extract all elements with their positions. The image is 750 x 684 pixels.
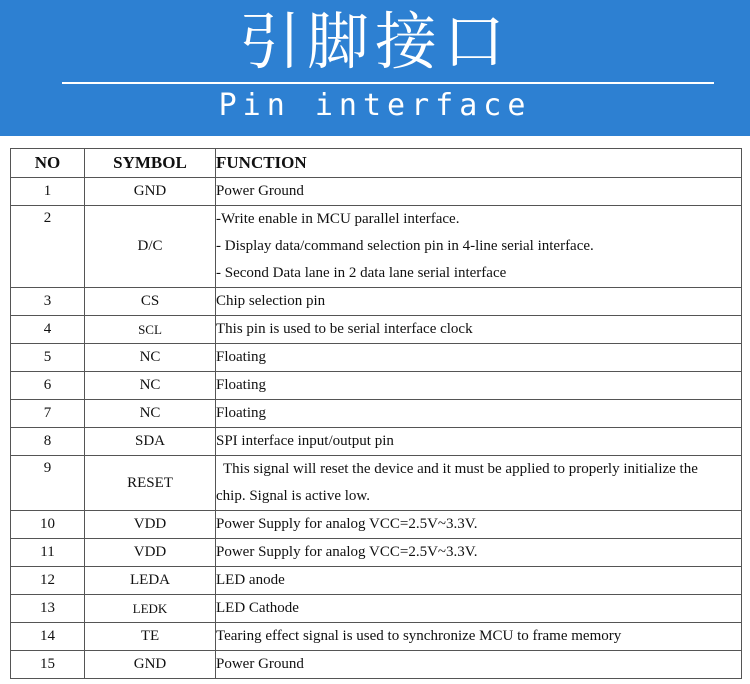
function-line: This signal will reset the device and it must be applied to properly initialize the bbox=[223, 461, 698, 477]
function-line: - Display data/command selection pin in 4-line serial interface. bbox=[216, 238, 594, 254]
table-row bbox=[11, 567, 742, 595]
pin-number: 9 bbox=[11, 456, 85, 511]
function-line: chip. Signal is active low. bbox=[216, 488, 370, 504]
header-banner bbox=[0, 0, 750, 136]
pin-number: 6 bbox=[11, 372, 85, 400]
page-title: 引脚接口 bbox=[238, 5, 511, 78]
pin-number: 7 bbox=[11, 400, 85, 428]
pin-function bbox=[216, 400, 742, 428]
pin-number: 13 bbox=[11, 595, 85, 623]
pin-symbol: D/C bbox=[85, 206, 216, 288]
pin-function bbox=[216, 206, 742, 288]
pin-symbol: SCL bbox=[85, 316, 216, 344]
function-line: SPI interface input/output pin bbox=[216, 433, 394, 449]
function-line: Tearing effect signal is used to synchronize MCU to frame memory bbox=[216, 628, 622, 644]
column-header-function: FUNCTION bbox=[216, 149, 742, 178]
column-header-symbol: SYMBOL bbox=[85, 149, 216, 178]
pin-symbol: RESET bbox=[85, 456, 216, 511]
table-row bbox=[11, 344, 742, 372]
table-row bbox=[11, 456, 742, 511]
pin-number: 1 bbox=[11, 178, 85, 206]
function-line: Chip selection pin bbox=[216, 293, 326, 309]
table-row bbox=[11, 178, 742, 206]
function-line: - Second Data lane in 2 data lane serial interface bbox=[216, 265, 507, 281]
function-line: -Write enable in MCU parallel interface. bbox=[216, 211, 460, 227]
table-row bbox=[11, 539, 742, 567]
pin-symbol: SDA bbox=[85, 428, 216, 456]
pin-function bbox=[216, 595, 742, 623]
pin-function bbox=[216, 344, 742, 372]
pin-symbol: LEDK bbox=[85, 595, 216, 623]
pin-table bbox=[10, 148, 742, 679]
pin-symbol: NC bbox=[85, 372, 216, 400]
function-line: Power Ground bbox=[216, 183, 304, 199]
function-line: Floating bbox=[216, 349, 267, 365]
pin-symbol: NC bbox=[85, 344, 216, 372]
function-line: Power Supply for analog VCC=2.5V~3.3V. bbox=[216, 516, 478, 532]
pin-number: 14 bbox=[11, 623, 85, 651]
pin-symbol: CS bbox=[85, 288, 216, 316]
title-divider bbox=[62, 82, 714, 84]
function-line: Power Ground bbox=[216, 656, 304, 672]
function-line: Power Supply for analog VCC=2.5V~3.3V. bbox=[216, 544, 478, 560]
pin-number: 10 bbox=[11, 511, 85, 539]
table-row bbox=[11, 372, 742, 400]
pin-number: 5 bbox=[11, 344, 85, 372]
table-row bbox=[11, 400, 742, 428]
function-line: Floating bbox=[216, 405, 267, 421]
column-header-no: NO bbox=[11, 149, 85, 178]
pin-number: 12 bbox=[11, 567, 85, 595]
table-row bbox=[11, 428, 742, 456]
table-row bbox=[11, 623, 742, 651]
pin-function bbox=[216, 372, 742, 400]
pin-function bbox=[216, 511, 742, 539]
table-row bbox=[11, 651, 742, 679]
pin-number: 11 bbox=[11, 539, 85, 567]
pin-symbol: NC bbox=[85, 400, 216, 428]
pin-number: 4 bbox=[11, 316, 85, 344]
table-row bbox=[11, 288, 742, 316]
function-line: LED Cathode bbox=[216, 600, 299, 616]
pin-number: 8 bbox=[11, 428, 85, 456]
pin-number: 3 bbox=[11, 288, 85, 316]
pin-function bbox=[216, 567, 742, 595]
pin-symbol: VDD bbox=[85, 539, 216, 567]
pin-function bbox=[216, 178, 742, 206]
function-line: Floating bbox=[216, 377, 267, 393]
pin-symbol: GND bbox=[85, 651, 216, 679]
pin-function bbox=[216, 651, 742, 679]
pin-function bbox=[216, 428, 742, 456]
table-header-row bbox=[11, 149, 742, 178]
table-row bbox=[11, 316, 742, 344]
function-line: This pin is used to be serial interface clock bbox=[216, 321, 473, 337]
pin-number: 15 bbox=[11, 651, 85, 679]
table-row bbox=[11, 511, 742, 539]
pin-function bbox=[216, 456, 742, 511]
pin-function bbox=[216, 623, 742, 651]
pin-symbol: TE bbox=[85, 623, 216, 651]
pin-number: 2 bbox=[11, 206, 85, 288]
table-row bbox=[11, 206, 742, 288]
pin-symbol: GND bbox=[85, 178, 216, 206]
pin-symbol: VDD bbox=[85, 511, 216, 539]
function-line: LED anode bbox=[216, 572, 285, 588]
page-subtitle: Pin interface bbox=[218, 88, 532, 123]
pin-function bbox=[216, 539, 742, 567]
pin-function bbox=[216, 316, 742, 344]
table-row bbox=[11, 595, 742, 623]
pin-function bbox=[216, 288, 742, 316]
pin-symbol: LEDA bbox=[85, 567, 216, 595]
